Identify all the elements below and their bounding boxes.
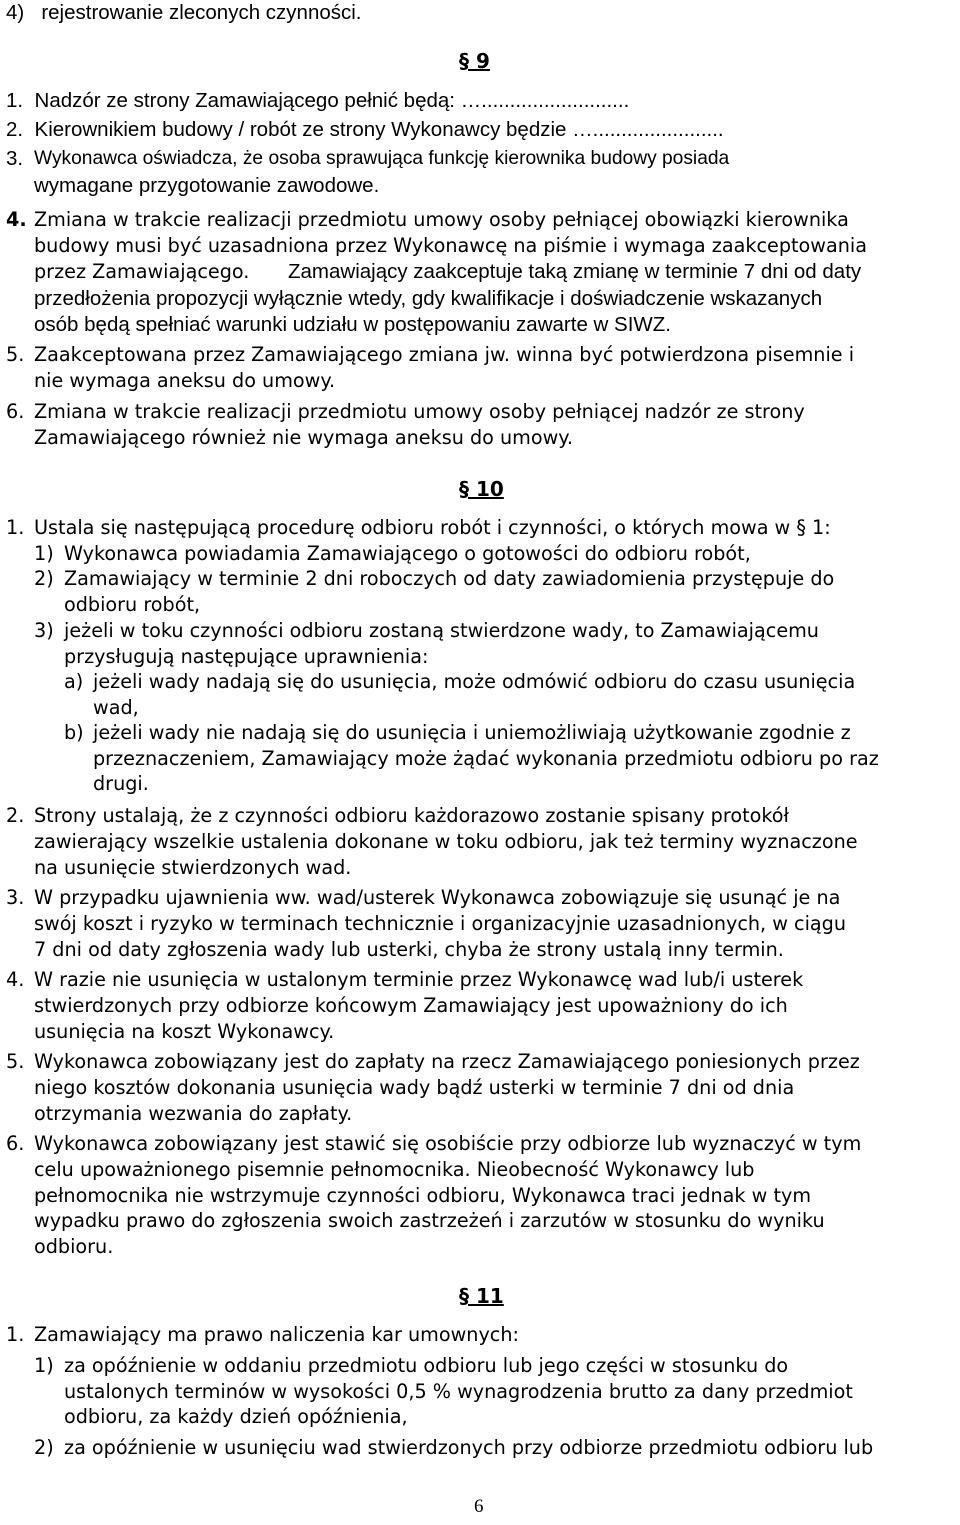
item-text-line: Strony ustalają, że z czynności odbioru każdorazowo zostanie spisany protokół (34, 804, 789, 827)
item-text-line: swój koszt i ryzyko w terminach technicznie i organizacyjnie uzasadnionych, w ciągu (34, 912, 847, 935)
sub-item-text: za opóźnienie w usunięciu wad stwierdzonych przy odbiorze przedmiotu odbioru lub (64, 1436, 874, 1459)
sub-item-text: jeżeli w toku czynności odbioru zostaną stwierdzone wady, to Zamawiającemu (64, 619, 819, 642)
item-text-line: zawierający wszelkie ustalenia dokonane w toku odbioru, jak też terminy wyznaczone (34, 830, 858, 853)
item-number: 3. (6, 886, 25, 909)
sub-item-text: przeznaczeniem, Zamawiający może żądać wykonania przedmiotu odbioru po raz (93, 747, 879, 770)
sub-item-text: za opóźnienie w oddaniu przedmiotu odbioru lub jego części w stosunku do (64, 1354, 789, 1377)
item-number: 6. (6, 1132, 25, 1155)
item-text-line: wypadku prawo do zgłoszenia swoich zastrzeżeń i zarzutów w stosunku do wyniku (34, 1209, 825, 1232)
item-text-line: Wykonawca zobowiązany jest do zapłaty na rzecz Zamawiającego poniesionych przez (34, 1050, 860, 1073)
section-header-10: § 10 (459, 477, 504, 501)
item-number: 5. (6, 343, 25, 366)
sub-item-text: wad, (93, 696, 139, 719)
item-number: 1. (6, 1323, 25, 1346)
item-text-line: przedłożenia propozycji wyłącznie wtedy, gdy kwalifikacje i doświadczenie wskazanych (34, 287, 823, 310)
sub-item-text: odbioru, za każdy dzień opóźnienia, (64, 1405, 408, 1428)
sub-item-number: b) (64, 721, 84, 744)
item-text-line: Zmiana w trakcie realizacji przedmiotu umowy osoby pełniącej obowiązki kierownika (34, 208, 849, 231)
item-number: 3. (6, 147, 24, 170)
item-number: 4. (6, 968, 25, 991)
item-text-line: celu upoważnionego pisemnie pełnomocnika. Nieobecność Wykonawcy lub (34, 1158, 755, 1181)
item-number: 2. (6, 118, 24, 141)
sub-item-number: a) (64, 670, 84, 693)
sub-item-number: 2) (34, 567, 54, 590)
item-text-line: Wykonawca zobowiązany jest stawić się osobiście przy odbiorze lub wyznaczyć w tym (34, 1132, 862, 1155)
item-text: Nadzór ze strony Zamawiającego pełnić będą: ….......................... (34, 89, 630, 112)
sub-item-text: ustalonych terminów w wysokości 0,5 % wynagrodzenia brutto za dany przedmiot (64, 1380, 853, 1403)
item-text-line: W przypadku ujawnienia ww. wad/usterek Wykonawca zobowiązuje się usunąć je na (34, 886, 841, 909)
item-text-line: osób będą spełniać warunki udziału w postępowaniu zawarte w SIWZ. (34, 313, 671, 336)
page-number: 6 (474, 1496, 484, 1517)
sub-item-number: 1) (34, 542, 54, 565)
item-text-line: Zamawiający ma prawo naliczenia kar umownych: (34, 1323, 519, 1346)
item-text-line: Zamawiający zaakceptuje taką zmianę w terminie 7 dni od daty (288, 260, 862, 283)
list-item (6, 88, 629, 114)
section-header-11: § 11 (459, 1284, 504, 1308)
item-text-line: otrzymania wezwania do zapłaty. (34, 1102, 353, 1125)
item-text-line: odbioru. (34, 1235, 114, 1258)
item-text-line: usunięcia na koszt Wykonawcy. (34, 1020, 335, 1043)
item-text-line: na usunięcie stwierdzonych wad. (34, 856, 352, 879)
item-number: 2. (6, 804, 25, 827)
item-text: rejestrowanie zleconych czynności. (41, 1, 362, 24)
item-text-line: 7 dni od daty zgłoszenia wady lub usterki, chyba że strony ustalą inny termin. (34, 938, 784, 961)
item-text-line: przez Zamawiającego. (34, 260, 250, 283)
sub-item-number: 2) (34, 1436, 54, 1459)
item-number: 5. (6, 1050, 25, 1073)
item-number: 6. (6, 400, 25, 423)
sub-item-text: jeżeli wady nie nadają się do usunięcia i uniemożliwiają użytkowanie zgodnie z (93, 721, 851, 744)
item-number: 1. (6, 516, 25, 539)
item-text-line: Ustala się następującą procedurę odbioru robót i czynności, o których mowa w § 1: (34, 516, 831, 539)
list-item (6, 0, 362, 26)
item-text-line: pełnomocnika nie wstrzymuje czynności odbioru, Wykonawca traci jednak w tym (34, 1184, 812, 1207)
item-text-line: Zaakceptowana przez Zamawiającego zmiana jw. winna być potwierdzona pisemnie i (34, 343, 855, 366)
item-number: 4. (6, 208, 27, 231)
item-number: 4) (6, 1, 25, 24)
sub-item-text: odbioru robót, (64, 593, 201, 616)
item-number: 1. (6, 89, 24, 112)
sub-item-text: Zamawiający w terminie 2 dni roboczych od daty zawiadomienia przystępuje do (64, 567, 835, 590)
sub-item-number: 3) (34, 619, 54, 642)
item-text-line: Zamawiającego również nie wymaga aneksu do umowy. (34, 426, 573, 449)
sub-item-text: Wykonawca powiadamia Zamawiającego o gotowości do odbioru robót, (64, 542, 751, 565)
item-text-line: Wykonawca oświadcza, że osoba sprawująca funkcję kierownika budowy posiada (34, 148, 730, 169)
item-text-line: wymagane przygotowanie zawodowe. (34, 174, 380, 197)
section-header-9: § 9 (459, 49, 490, 73)
list-item (6, 117, 724, 143)
sub-item-number: 1) (34, 1354, 54, 1377)
sub-item-text: jeżeli wady nadają się do usunięcia, może odmówić odbioru do czasu usunięcia (93, 670, 856, 693)
item-text-line: nie wymaga aneksu do umowy. (34, 369, 336, 392)
item-text-line: budowy musi być uzasadniona przez Wykonawcę na piśmie i wymaga zaakceptowania (34, 234, 867, 257)
item-text: Kierownikiem budowy / robót ze strony Wykonawcy będzie …....................... (34, 118, 724, 141)
item-text-line: stwierdzonych przy odbiorze końcowym Zamawiający jest upoważniony do ich (34, 994, 788, 1017)
sub-item-text: przysługują następujące uprawnienia: (64, 645, 429, 668)
item-text-line: W razie nie usunięcia w ustalonym terminie przez Wykonawcę wad lub/i usterek (34, 968, 804, 991)
item-text-line: niego kosztów dokonania usunięcia wady bądź usterki w terminie 7 dni od dnia (34, 1076, 795, 1099)
item-text-line: Zmiana w trakcie realizacji przedmiotu umowy osoby pełniącej nadzór ze strony (34, 400, 805, 423)
sub-item-text: drugi. (93, 772, 149, 795)
